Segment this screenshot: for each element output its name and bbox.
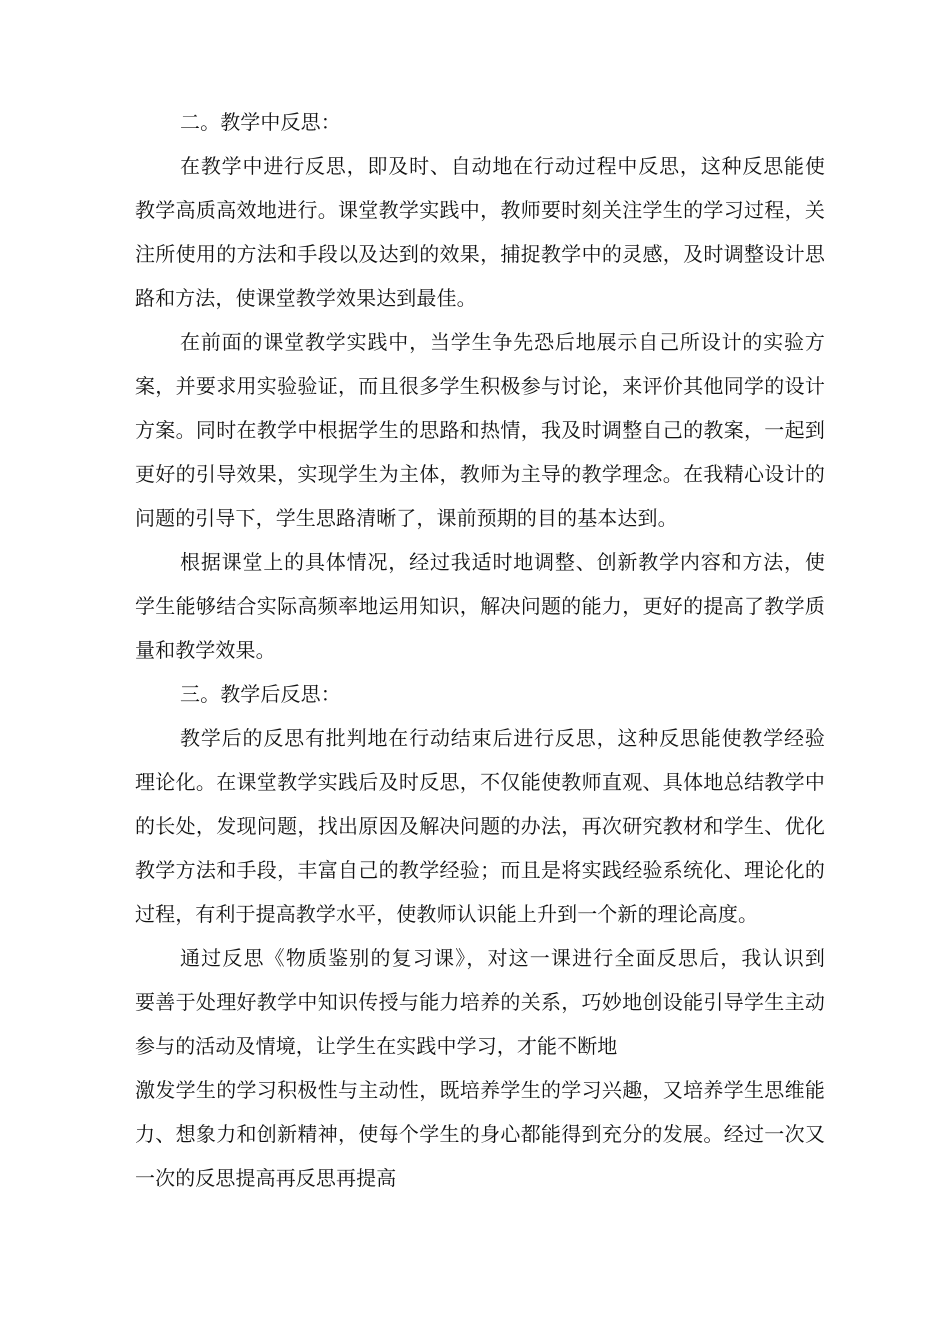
paragraph-line: 要善于处理好教学中知识传授与能力培养的关系，巧妙地创设能引导学生主动 [135, 990, 825, 1014]
paragraph-line: 激发学生的学习积极性与主动性，既培养学生的学习兴趣，又培养学生思维能 [135, 1078, 825, 1102]
paragraph-line: 教学高质高效地进行。课堂教学实践中，教师要时刻关注学生的学习过程，关 [135, 198, 825, 222]
paragraph-line: 教学方法和手段，丰富自己的教学经验；而且是将实践经验系统化、理论化的 [135, 858, 825, 882]
paragraph-line: 教学后的反思有批判地在行动结束后进行反思，这种反思能使教学经验 [180, 726, 825, 750]
document-page [135, 100, 825, 1200]
paragraph-line: 更好的引导效果，实现学生为主体，教师为主导的教学理念。在我精心设计的 [135, 462, 825, 486]
paragraph-line: 理论化。在课堂教学实践后及时反思，不仅能使教师直观、具体地总结教学中 [135, 770, 825, 794]
paragraph-line: 问题的引导下，学生思路清晰了，课前预期的目的基本达到。 [135, 506, 678, 530]
paragraph-line: 方案。同时在教学中根据学生的思路和热情，我及时调整自己的教案，一起到 [135, 418, 825, 442]
paragraph-line: 案，并要求用实验验证，而且很多学生积极参与讨论，来评价其他同学的设计 [135, 374, 825, 398]
paragraph-line: 的长处，发现问题，找出原因及解决问题的办法，再次研究教材和学生、优化 [135, 814, 825, 838]
paragraph-line: 根据课堂上的具体情况，经过我适时地调整、创新教学内容和方法，使 [180, 550, 825, 574]
paragraph-line: 学生能够结合实际高频率地运用知识，解决问题的能力，更好的提高了教学质 [135, 594, 825, 618]
paragraph-line: 通过反思《物质鉴别的复习课》，对这一课进行全面反思后，我认识到 [180, 946, 825, 970]
heading-during-teaching: 二。教学中反思： [180, 110, 341, 134]
paragraph-line: 一次的反思提高再反思再提高 [135, 1166, 397, 1190]
paragraph-line: 路和方法，使课堂教学效果达到最佳。 [135, 286, 477, 310]
paragraph-line: 力、想象力和创新精神，使每个学生的身心都能得到充分的发展。经过一次又 [135, 1122, 825, 1146]
paragraph-line: 参与的活动及情境，让学生在实践中学习，才能不断地 [135, 1034, 618, 1058]
paragraph-line: 过程，有利于提高教学水平，使教师认识能上升到一个新的理论高度。 [135, 902, 759, 926]
heading-after-teaching: 三。教学后反思： [180, 682, 341, 706]
paragraph-line: 量和教学效果。 [135, 638, 276, 662]
paragraph-line: 注所使用的方法和手段以及达到的效果，捕捉教学中的灵感，及时调整设计思 [135, 242, 825, 266]
paragraph-line: 在教学中进行反思，即及时、自动地在行动过程中反思，这种反思能使 [180, 154, 825, 178]
paragraph-line: 在前面的课堂教学实践中，当学生争先恐后地展示自己所设计的实验方 [180, 330, 825, 354]
